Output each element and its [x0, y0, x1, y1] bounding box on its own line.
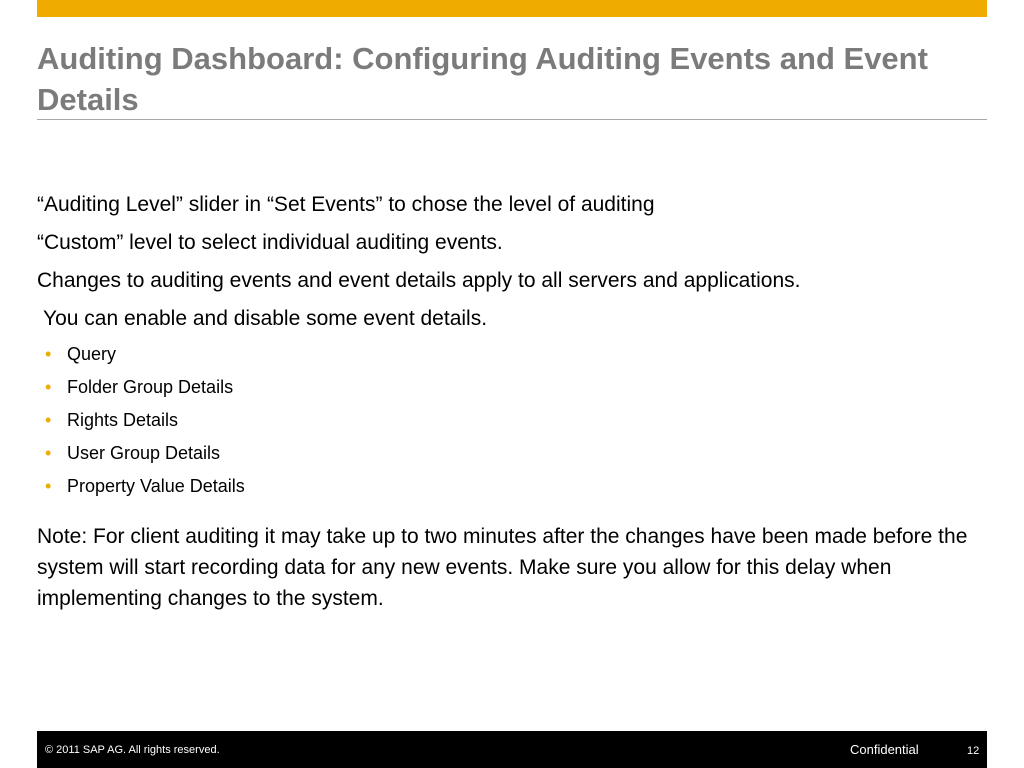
- main-point-3: Changes to auditing events and event details apply to all servers and applications.: [37, 269, 801, 292]
- list-item-label: Query: [67, 344, 117, 364]
- main-point-4: You can enable and disable some event details.: [43, 307, 488, 330]
- main-point-2: “Custom” level to select individual auditing events.: [37, 231, 503, 254]
- copyright-text: © 2011 SAP AG. All rights reserved.: [45, 744, 220, 756]
- list-item-folder-group-details: [37, 371, 997, 404]
- confidential-label: Confidential: [850, 742, 919, 757]
- list-item-property-value-details: [37, 470, 997, 503]
- list-item-label: Rights Details: [67, 410, 179, 430]
- bullet-icon: •: [45, 410, 52, 430]
- bullet-icon: •: [45, 344, 52, 364]
- list-item-label: User Group Details: [67, 443, 221, 463]
- list-item-user-group-details: [37, 437, 997, 470]
- list-item-rights-details: [37, 404, 997, 437]
- main-point-1: “Auditing Level” slider in “Set Events” to chose the level of auditing: [37, 193, 655, 216]
- note-paragraph: Note: For client auditing it may take up to two minutes after the changes have been made before the system will start recording data for any new events. Make sure you allow for this delay when implementing changes to the system.: [37, 525, 968, 610]
- bullet-icon: •: [45, 476, 52, 496]
- footer-bar: [37, 731, 987, 768]
- page-number: 12: [967, 745, 980, 757]
- list-item-label: Folder Group Details: [67, 377, 234, 397]
- title-divider: [37, 119, 987, 120]
- bullet-icon: •: [45, 377, 52, 397]
- list-item-label: Property Value Details: [67, 476, 245, 496]
- event-details-list: [37, 338, 997, 503]
- list-item-query: [37, 338, 997, 371]
- bullet-icon: •: [45, 443, 52, 463]
- top-accent-bar: [37, 0, 987, 17]
- slide-content: [37, 190, 997, 635]
- slide-title: Auditing Dashboard: Configuring Auditing Events and Event Details: [37, 41, 928, 117]
